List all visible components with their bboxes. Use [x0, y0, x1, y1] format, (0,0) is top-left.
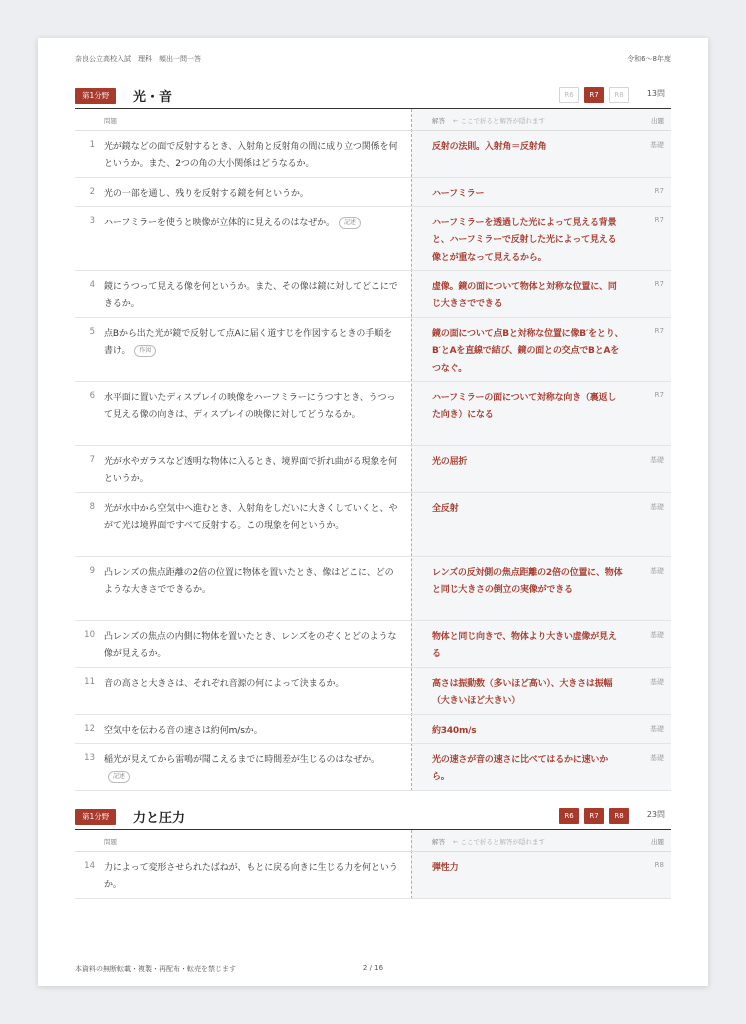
question-number: 8 [89, 502, 95, 512]
question-text: 点Bから出た光が鏡で反射して点Aに届く道すじを作図するときの手順を書け。 [104, 329, 393, 357]
source-label: 基礎 [650, 141, 664, 149]
source-label: R7 [654, 187, 664, 195]
qa-table [75, 109, 671, 791]
question-number: 3 [89, 216, 95, 226]
table-row [75, 493, 671, 557]
answer-text: 物体と同じ向きで、物体より大きい虚像が見える [432, 632, 617, 660]
question-cell [104, 723, 400, 740]
question-cell [104, 565, 400, 600]
column-question: 問題 [104, 117, 117, 125]
table-rows [75, 131, 671, 791]
year-chip: R8 [609, 87, 629, 103]
source-label: 基礎 [650, 456, 664, 464]
field-badge: 第1分野 [75, 88, 116, 104]
question-type-tag: 作図 [134, 345, 156, 357]
header-title: 奈良公立高校入試 理科 頻出一問一答 [75, 55, 201, 63]
source-label: 基礎 [650, 725, 664, 733]
table-row [75, 207, 671, 271]
source-label: 基礎 [650, 503, 664, 511]
question-text: 鏡にうつって見える像を何というか。また、その像は鏡に対してどこにできるか。 [104, 282, 398, 310]
question-cell [104, 676, 400, 693]
question-text: 凸レンズの焦点距離の2倍の位置に物体を置いたとき、像はどこに、どのような大きさでできるか。 [104, 568, 394, 596]
question-text: 水平面に置いたディスプレイの映像をハーフミラーにうつすとき、うつって見える像の向きは、ディスプレイの映像に対してどうなるか。 [104, 393, 396, 421]
question-cell [104, 501, 400, 536]
question-text: 音の高さと大きさは、それぞれ音源の何によって決まるか。 [104, 679, 345, 689]
year-chip: R6 [559, 87, 579, 103]
question-text: 光の一部を通し、残りを反射する鏡を何というか。 [104, 189, 309, 199]
table-row [75, 178, 671, 207]
table-row [75, 382, 671, 446]
question-cell [104, 390, 400, 425]
answer-text: ハーフミラーを透過した光によって見える背景と、ハーフミラーで反射した光によって見える像とが重なって見えるから。 [432, 218, 617, 263]
table-row [75, 131, 671, 178]
question-number: 14 [84, 861, 95, 871]
section-light-sound [75, 86, 671, 791]
answer-text: 反射の法則。入射角＝反射角 [432, 142, 547, 152]
question-text: 凸レンズの焦点の内側に物体を置いたとき、レンズをのぞくとどのような像が見えるか。 [104, 632, 397, 660]
page-number: 2 / 16 [362, 964, 384, 972]
answer-text: ハーフミラー [432, 189, 485, 199]
table-row [75, 557, 671, 621]
question-cell [104, 326, 400, 361]
question-count: 13問 [646, 89, 665, 98]
source-label: R7 [654, 280, 664, 288]
table-row [75, 318, 671, 382]
question-number: 4 [89, 280, 95, 290]
question-cell [104, 629, 400, 664]
question-cell [104, 454, 400, 489]
table-row [75, 852, 671, 899]
question-type-tag: 記述 [339, 217, 361, 229]
source-label: R7 [654, 391, 664, 399]
fold-hint: ← ここで折ると解答が隠れます [453, 838, 546, 846]
header-years: 令和6〜8年度 [627, 55, 671, 63]
question-cell [104, 752, 400, 787]
table-row [75, 446, 671, 493]
table-header [75, 830, 671, 852]
table-row [75, 621, 671, 668]
question-cell [104, 279, 400, 314]
section-header [75, 86, 671, 109]
question-number: 11 [84, 677, 95, 687]
year-chips [559, 87, 629, 103]
fold-hint: ← ここで折ると解答が隠れます [453, 117, 546, 125]
year-chip: R6 [559, 808, 579, 824]
question-number: 9 [89, 566, 95, 576]
answer-text: 弾性力 [432, 863, 459, 873]
year-chip: R8 [609, 808, 629, 824]
question-number: 12 [84, 724, 95, 734]
question-cell [104, 186, 400, 203]
question-cell [104, 860, 400, 895]
column-answer: 解答 ← ここで折ると解答が隠れます [432, 117, 546, 125]
answer-text: レンズの反対側の焦点距離の2倍の位置に、物体と同じ大きさの倒立の実像ができる [432, 568, 623, 596]
question-number: 1 [89, 140, 95, 150]
year-chip: R7 [584, 87, 604, 103]
table-row [75, 668, 671, 715]
question-text: 空気中を伝わる音の速さは約何m/sか。 [104, 726, 263, 736]
section-title: 光・音 [133, 90, 173, 105]
source-label: 基礎 [650, 754, 664, 762]
source-label: R7 [654, 327, 664, 335]
column-question: 問題 [104, 838, 117, 846]
question-number: 5 [89, 327, 95, 337]
question-text: 稲光が見えてから雷鳴が聞こえるまでに時間差が生じるのはなぜか。 [104, 755, 380, 765]
qa-table [75, 830, 671, 899]
table-header [75, 109, 671, 131]
question-type-tag: 記述 [108, 771, 130, 783]
source-label: R8 [654, 861, 664, 869]
answer-text: ハーフミラーの面について対称な向き（裏返した向き）になる [432, 393, 617, 421]
question-text: 光が水やガラスなど透明な物体に入るとき、境界面で折れ曲がる現象を何というか。 [104, 457, 398, 485]
question-text: ハーフミラーを使うと映像が立体的に見えるのはなぜか。 [104, 218, 335, 228]
table-row [75, 715, 671, 744]
column-source: 出題 [651, 117, 664, 125]
question-number: 13 [84, 753, 95, 763]
source-label: 基礎 [650, 567, 664, 575]
column-source: 出題 [651, 838, 664, 846]
section-header [75, 807, 671, 830]
question-number: 2 [89, 187, 95, 197]
question-cell [104, 139, 400, 174]
question-number: 7 [89, 455, 95, 465]
question-text: 光が鏡などの面で反射するとき、入射角と反射角の間に成り立つ関係を何というか。また、2つの角の大小関係はどうなるか。 [104, 142, 398, 170]
question-cell [104, 215, 400, 232]
answer-text: 虚像。鏡の面について物体と対称な位置に、同じ大きさでできる [432, 282, 617, 310]
question-number: 6 [89, 391, 95, 401]
answer-text: 約340m/s [432, 726, 477, 736]
source-label: R7 [654, 216, 664, 224]
answer-text: 光の屈折 [432, 457, 468, 467]
answer-text: 鏡の面について点Bと対称な位置に像B′をとり、B′とAを直線で結び、鏡の面との交点でBとAをつなぐ。 [432, 329, 624, 374]
year-chips [559, 808, 629, 824]
source-label: 基礎 [650, 678, 664, 686]
table-rows [75, 852, 671, 899]
question-count: 23問 [646, 810, 665, 819]
question-text: 光が水中から空気中へ進むとき、入射角をしだいに大きくしていくと、やがて光は境界面ですべて反射する。この現象を何というか。 [104, 504, 398, 532]
answer-text: 光の速さが音の速さに比べてはるかに速いから。 [432, 755, 609, 783]
answer-text: 高さは振動数（多いほど高い）、大きさは振幅（大きいほど大きい） [432, 679, 613, 707]
section-force-pressure [75, 807, 671, 899]
field-badge: 第1分野 [75, 809, 116, 825]
question-number: 10 [84, 630, 95, 640]
year-chip: R7 [584, 808, 604, 824]
answer-text: 全反射 [432, 504, 459, 514]
question-text: 力によって変形させられたばねが、もとに戻る向きに生じる力を何というか。 [104, 863, 398, 891]
table-row [75, 744, 671, 791]
copyright-notice: 本資料の無断転載・複製・再配布・転売を禁じます [75, 965, 236, 973]
column-answer: 解答 ← ここで折ると解答が隠れます [432, 838, 546, 846]
table-row [75, 271, 671, 318]
source-label: 基礎 [650, 631, 664, 639]
section-title: 力と圧力 [133, 811, 186, 826]
